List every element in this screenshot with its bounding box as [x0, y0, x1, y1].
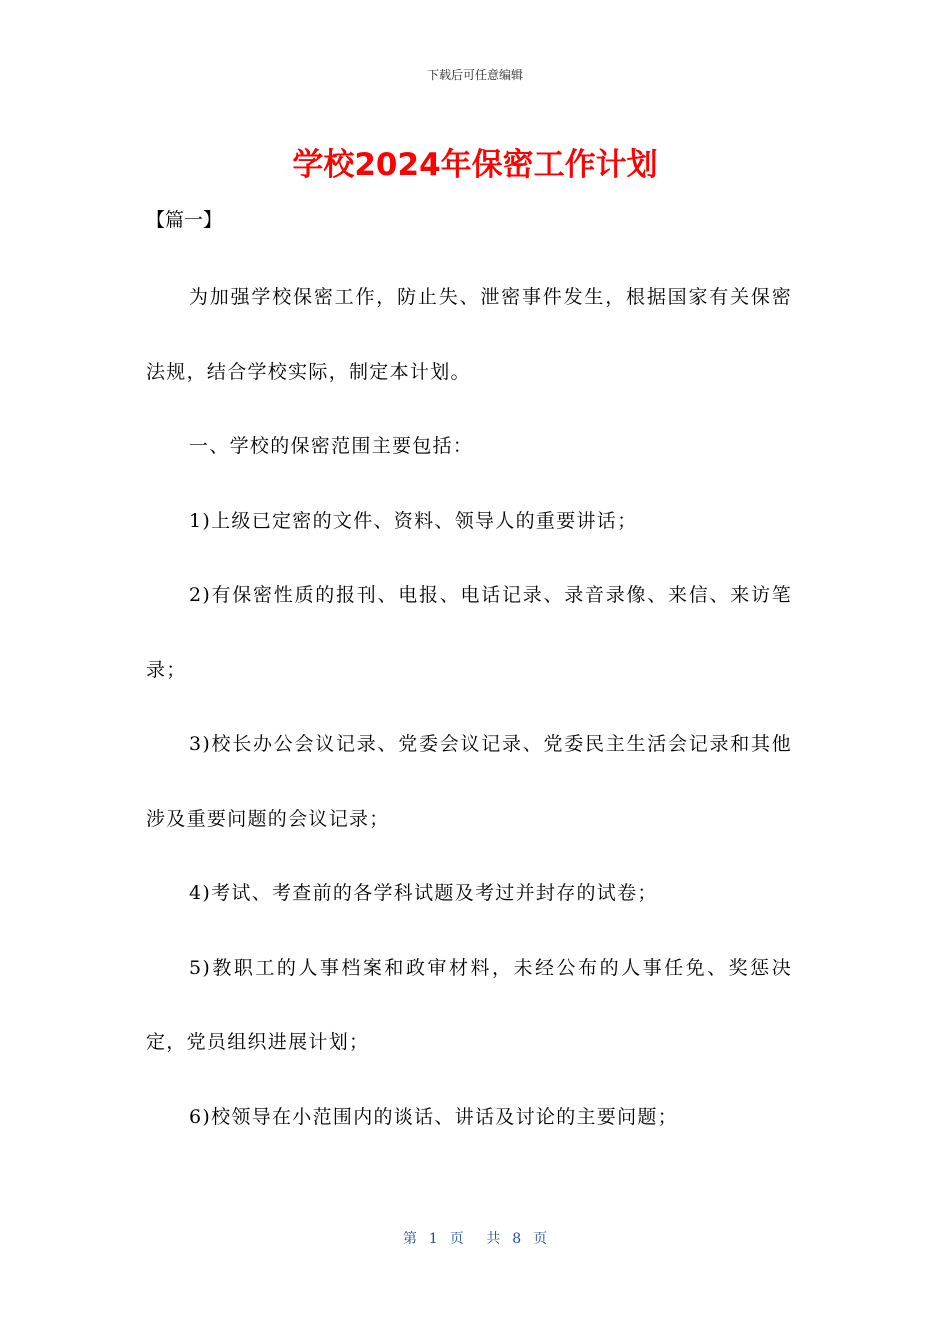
list-item: 4)考试、考查前的各学科试题及考过并封存的试卷； — [189, 882, 658, 904]
page-mid: 页 共 — [449, 1231, 501, 1247]
header-note: 下载后可任意编辑 — [426, 68, 523, 82]
total-pages: 8 — [512, 1231, 522, 1247]
page-suffix: 页 — [533, 1231, 548, 1247]
page-number: 1 — [428, 1231, 438, 1247]
document-title: 学校2024年保密工作计划 — [292, 147, 658, 183]
page-prefix: 第 — [402, 1231, 417, 1247]
list-item: 5)教职工的人事档案和政审材料，未经公布的人事任免、奖惩决定，党员组织进展计划； — [146, 956, 792, 1053]
paragraph-intro: 为加强学校保密工作，防止失、泄密事件发生，根据国家有关保密法规，结合学校实际，制定本计划。 — [146, 286, 792, 383]
section-label: 【篇一】 — [146, 209, 223, 231]
list-item: 2)有保密性质的报刊、电报、电话记录、录音录像、来信、来访笔录； — [146, 584, 792, 681]
list-item: 6)校领导在小范围内的谈话、讲话及讨论的主要问题； — [189, 1105, 679, 1128]
paragraph-scope-heading: 一、学校的保密范围主要包括： — [189, 435, 474, 457]
page-footer — [0, 1228, 950, 1250]
list-item: 3)校长办公会议记录、党委会议记录、党委民主生活会记录和其他涉及重要问题的会议记录； — [146, 733, 792, 830]
document-body — [146, 260, 792, 1154]
list-item: 1)上级已定密的文件、资料、领导人的重要讲话； — [189, 509, 638, 532]
